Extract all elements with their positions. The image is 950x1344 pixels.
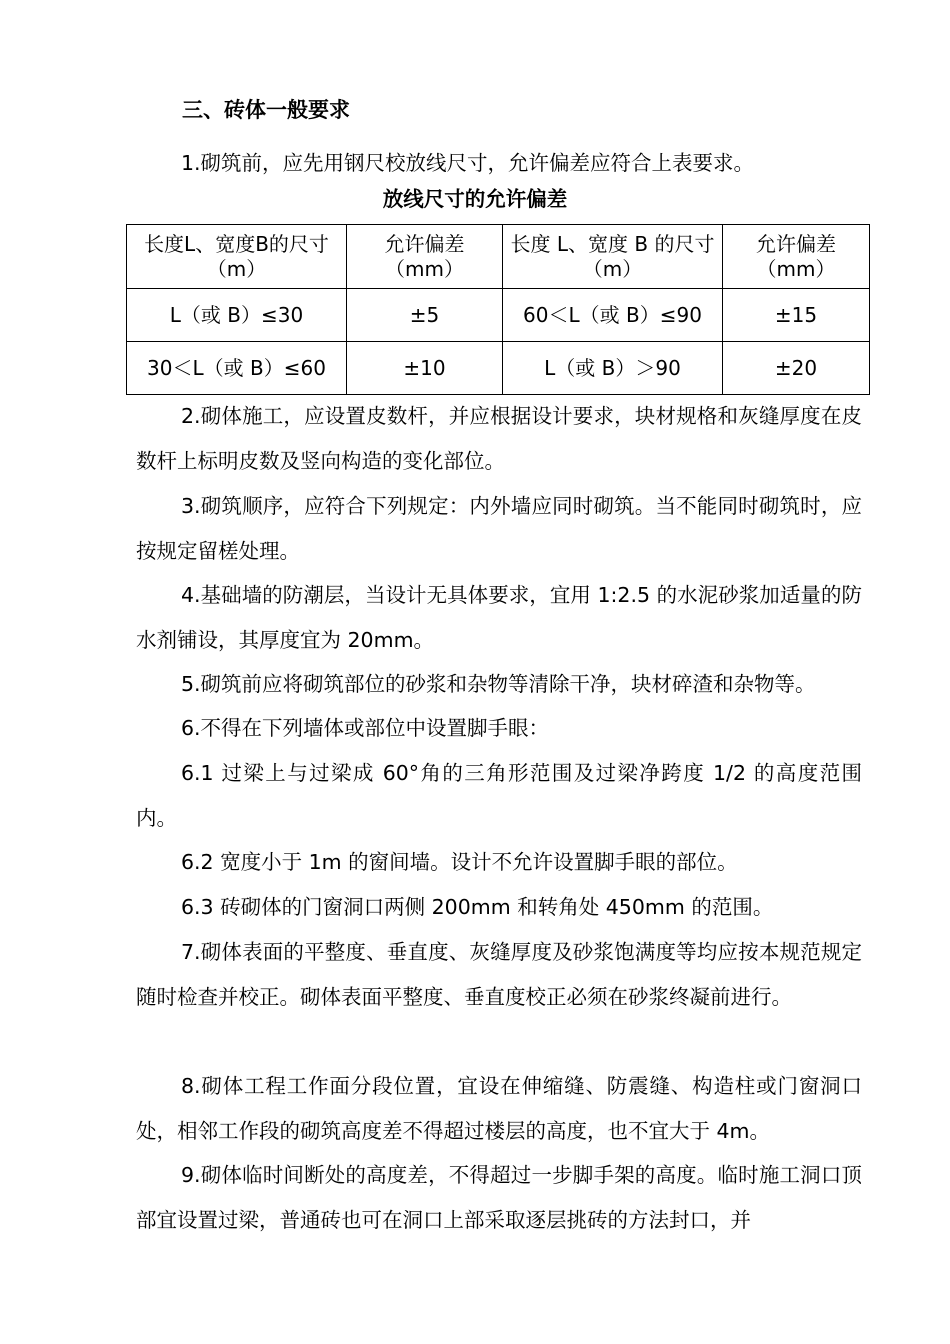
table-cell: L（或 B）＞90 <box>503 342 723 395</box>
paragraph-9: 9.砌体临时间断处的高度差，不得超过一步脚手架的高度。临时施工洞口顶部宜设置过梁，普通砖也可在洞口上部采取逐层挑砖的方法封口，并 <box>136 1163 862 1232</box>
paragraph-8: 8.砌体工程工作面分段位置，宜设在伸缩缝、防震缝、构造柱或门窗洞口处，相邻工作段的砌筑高度差不得超过楼层的高度，也不宜大于 4m。 <box>136 1074 862 1143</box>
paragraph-6-3: 6.3 砖砌体的门窗洞口两侧 200mm 和转角处 450mm 的范围。 <box>181 895 774 919</box>
table-row <box>127 342 870 395</box>
table-header-row <box>127 225 870 289</box>
paragraph-7: 7.砌体表面的平整度、垂直度、灰缝厚度及砂浆饱满度等均应按本规范规定随时检查并校正。砌体表面平整度、垂直度校正必须在砂浆终凝前进行。 <box>136 940 862 1009</box>
paragraph-3: 3.砌筑顺序，应符合下列规定：内外墙应同时砌筑。当不能同时砌筑时，应按规定留槎处理。 <box>136 494 862 563</box>
table-cell: L（或 B）≤30 <box>127 289 347 342</box>
paragraph-4: 4.基础墙的防潮层，当设计无具体要求，宜用 1:2.5 的水泥砂浆加适量的防水剂铺设，其厚度宜为 20mm。 <box>136 583 862 652</box>
table-cell: ±10 <box>347 342 503 395</box>
table-title: 放线尺寸的允许偏差 <box>382 187 568 211</box>
paragraph-6-1: 6.1 过梁上与过梁成 60°角的三角形范围及过梁净跨度 1/2 的高度范围内。 <box>136 761 862 830</box>
paragraph-2: 2.砌体施工，应设置皮数杆，并应根据设计要求，块材规格和灰缝厚度在皮数杆上标明皮数及竖向构造的变化部位。 <box>136 404 862 473</box>
header-cell-tolerance: 允许偏差（mm） <box>723 225 870 289</box>
table-cell: ±5 <box>347 289 503 342</box>
header-cell-size: 长度 L、宽度 B 的尺寸（m） <box>503 225 723 289</box>
paragraph-6: 6.不得在下列墙体或部位中设置脚手眼： <box>181 716 550 740</box>
paragraph-1: 1.砌筑前，应先用钢尺校放线尺寸，允许偏差应符合上表要求。 <box>181 151 755 175</box>
table-cell: ±20 <box>723 342 870 395</box>
table-cell: ±15 <box>723 289 870 342</box>
table-row <box>127 289 870 342</box>
table-cell: 30＜L（或 B）≤60 <box>127 342 347 395</box>
section-heading: 三、砖体一般要求 <box>182 98 350 122</box>
paragraph-5: 5.砌筑前应将砌筑部位的砂浆和杂物等清除干净，块材碎渣和杂物等。 <box>181 672 816 696</box>
header-cell-size: 长度L、宽度B的尺寸（m） <box>127 225 347 289</box>
header-cell-tolerance: 允许偏差（mm） <box>347 225 503 289</box>
paragraph-6-2: 6.2 宽度小于 1m 的窗间墙。设计不允许设置脚手眼的部位。 <box>181 850 738 874</box>
tolerance-table <box>126 224 870 395</box>
table-cell: 60＜L（或 B）≤90 <box>503 289 723 342</box>
